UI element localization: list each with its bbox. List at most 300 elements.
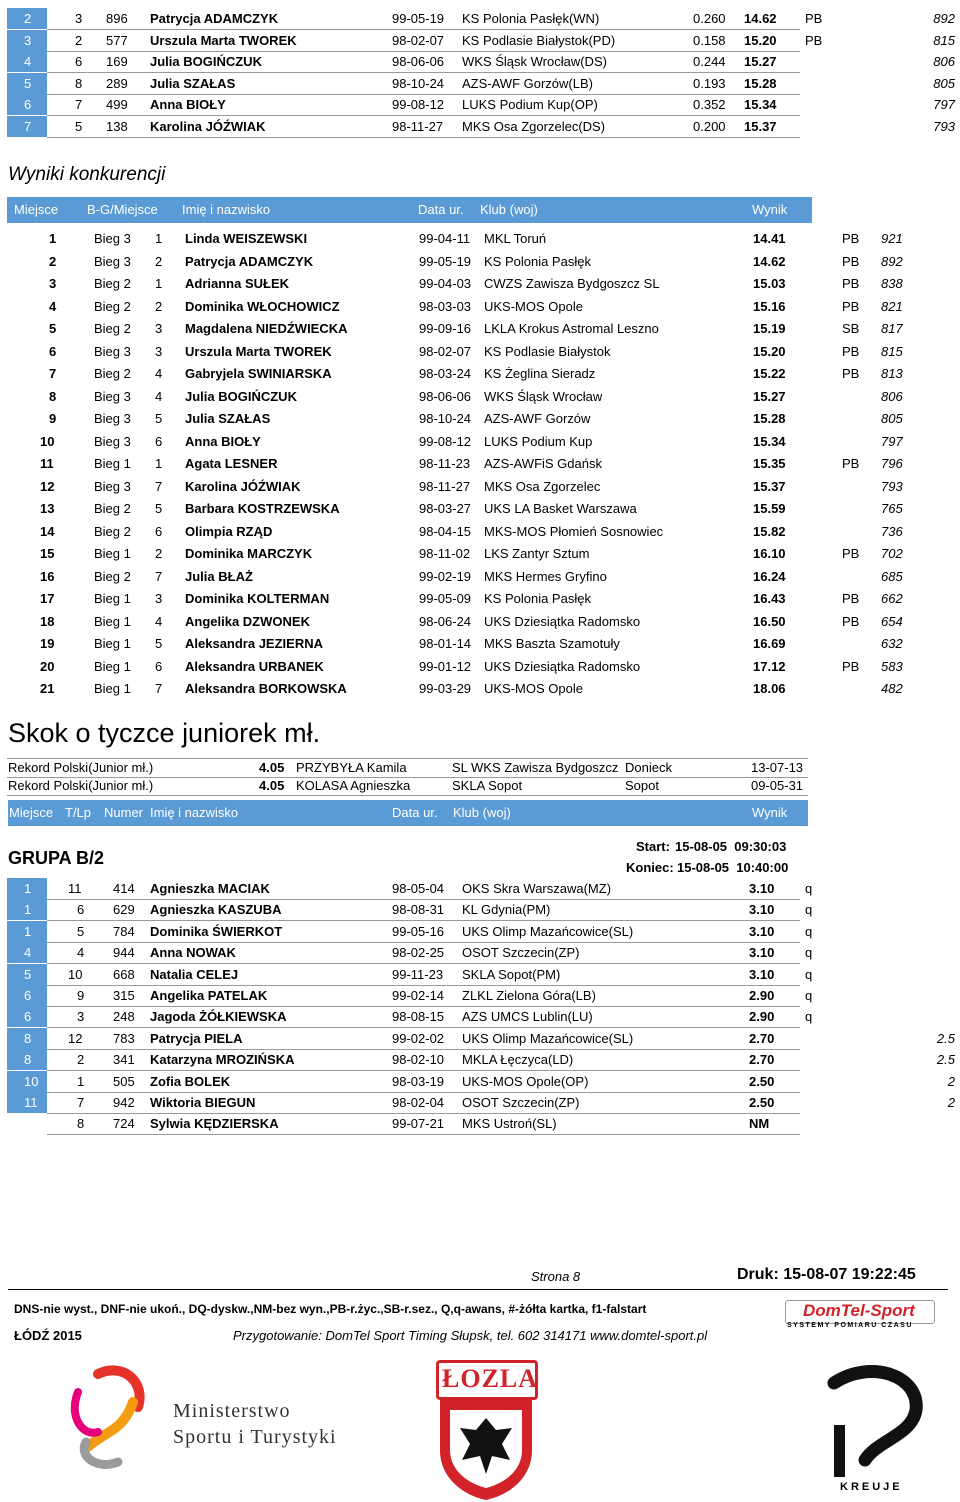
cell-dob: 98-02-07 [392,32,445,48]
cell-hp: 5 [155,501,163,516]
cell-hp: 5 [155,636,163,651]
cell-dob: 98-11-27 [419,478,471,494]
cell-result: 15.20 [744,32,777,48]
cell-club: LKS Zantyr Sztum [484,546,590,561]
cell-club: WKS Śląsk Wrocław [484,388,603,404]
cell-name: Magdalena NIEDŹWIECKA [185,321,348,336]
domtel-sub: SYSTEMY POMIARU CZASU [787,1322,913,1329]
table-row [0,1092,960,1113]
cell-result: 3.10 [749,966,775,982]
cell-points: 805 [881,411,903,426]
cell-club: KL Gdynia(PM) [462,902,551,918]
cell-bib: 414 [113,881,135,896]
cell-dob: 98-04-15 [419,523,472,539]
cell-react: 0.193 [693,75,726,91]
cell-dob: 99-09-16 [419,321,472,336]
table-row [0,30,960,51]
cell-result: 2.90 [749,988,775,1003]
cell-result: 3.10 [749,923,775,939]
legend-text: DNS-nie wyst., DNF-nie ukoń., DQ-dyskw.,NM-bez wyn.,PB-r.życ.,SB-r.sez., Q,q-awans, #-żółta kartka, f1-falstart [14,1302,647,1316]
cell-result: 15.28 [744,75,777,91]
cell-result: 15.27 [744,54,777,69]
cell-name: Patrycja ADAMCZYK [150,11,279,26]
cell-result: 2.50 [749,1073,775,1089]
cell-name: Aleksandra URBANEK [185,658,324,674]
start-label: Start: [636,839,670,854]
cell-points: 813 [881,366,903,381]
cell-points: 838 [881,276,903,291]
cell-dob: 98-11-02 [419,546,471,561]
cell-bib: 138 [106,118,128,134]
cell-club: KS Polonia Pasłęk(WN) [462,11,600,26]
cell-lp: 12 [68,1030,83,1046]
cell-club: LUKS Podium Kup [484,433,593,449]
cell-dob: 99-01-12 [419,658,472,674]
cell-place: 1 [49,231,57,246]
table-row [0,678,960,699]
header-name: Imię i nazwisko [182,202,271,217]
place-cell [7,116,47,137]
cell-club: ZLKL Zielona Góra(LB) [462,988,596,1003]
place-cell [7,942,47,963]
cell-result: NM [749,1116,770,1132]
cell-dob: 99-04-03 [419,276,472,291]
cell-points: 805 [933,75,955,91]
cell-name: Aleksandra BORKOWSKA [185,681,347,696]
cell-name: Patrycja PIELA [150,1030,243,1046]
cell-lane: 2 [75,32,83,48]
table-row [0,985,960,1006]
header-bib: Numer [104,805,144,820]
cell-react: 0.158 [693,32,726,48]
table-row [0,318,960,339]
cell-bib: 499 [106,97,128,112]
cell-name: Gabryjela SWINIARSKA [185,366,332,381]
cell-result: 17.12 [753,658,786,674]
place: 1 [24,923,32,939]
table-row [0,51,960,72]
place-cell [7,1028,47,1049]
cell-q: q [805,902,813,918]
cell-bib: 289 [106,75,128,91]
cell-name: Adrianna SUŁEK [185,276,290,291]
cell-hp: 3 [155,343,163,359]
cell-name: Katarzyna MROZIŃSKA [150,1052,295,1068]
cell-name: Karolina JÓŹWIAK [150,118,266,134]
cell-place: 14 [40,523,55,539]
table-row [0,273,960,294]
cell-hp: 7 [155,568,163,584]
cell-points: 793 [881,478,903,494]
cell-result: 15.16 [753,298,786,314]
cell-place: 16 [40,568,55,584]
record-row [0,777,960,795]
cell-dob: 99-07-21 [392,1116,445,1132]
cell-lane: 6 [75,54,83,69]
cell-react: 0.244 [693,54,726,69]
table-row [0,363,960,384]
cell-lp: 11 [68,881,82,896]
place: 1 [24,881,32,896]
cell-points: 702 [881,546,903,561]
cell-bib: 505 [113,1073,135,1089]
cell-q: q [805,945,813,961]
cell-result: 15.35 [753,456,786,471]
print-date: Druk: 15-08-07 19:22:45 [737,1266,916,1283]
place: 6 [24,988,32,1003]
cell-club: AZS-AWFiS Gdańsk [484,456,602,471]
cell-result: 14.62 [744,11,777,26]
cell-name: Linda WEISZEWSKI [185,231,308,246]
table-row [0,566,960,587]
place-cell [7,1092,47,1113]
record-value: 4.05 [259,778,285,793]
cell-club: AZS-AWF Gorzów [484,411,591,426]
cell-points: 654 [881,613,903,629]
cell-pts: 2.5 [936,1030,955,1046]
cell-bib: 783 [113,1030,135,1046]
cell-hp: 6 [155,433,163,449]
cell-dob: 99-08-12 [419,433,472,449]
cell-hp: 1 [155,276,163,291]
cell-bib: 169 [106,54,128,69]
place: 1 [24,902,32,918]
place-cell [7,30,47,51]
cell-hp: 4 [155,613,163,629]
cell-dob: 98-03-24 [419,366,472,381]
place-cell [7,1006,47,1027]
record-place: Sopot [625,778,659,793]
cell-react: 0.260 [693,11,726,26]
cell-place: 3 [49,276,57,291]
row-divider [47,1134,800,1135]
cell-club: CWZS Zawisza Bydgoszcz SL [484,276,660,291]
cell-rec: PB [842,366,860,381]
cell-hp: 1 [155,231,163,246]
cell-bib: 629 [113,902,135,918]
cell-result: 3.10 [749,945,775,961]
competition-header [7,197,812,223]
table-row [0,94,960,115]
cell-heat: Bieg 3 [94,343,131,359]
place: 8 [24,1052,32,1068]
cell-dob: 99-02-02 [392,1030,445,1046]
lozla-text: ŁOZLA [442,1364,539,1393]
cell-react: 0.200 [693,118,726,134]
cell-name: Urszula Marta TWOREK [185,343,332,359]
cell-points: 662 [881,591,903,606]
cell-rec: PB [805,32,823,48]
cell-dob: 98-11-23 [419,456,471,471]
cell-club: UKS Dziesiątka Radomsko [484,613,641,629]
record-value: 4.05 [259,760,285,775]
table-row [0,633,960,654]
table-row [0,1071,960,1092]
record-row [0,759,960,777]
table-row [0,296,960,317]
cell-points: 797 [881,433,903,449]
cell-result: 16.69 [753,636,786,651]
cell-lane: 3 [75,11,83,26]
cell-hp: 6 [155,658,163,674]
cell-bib: 577 [106,32,128,48]
place: 5 [24,75,32,91]
table-row [0,543,960,564]
cell-dob: 98-03-27 [419,501,472,516]
table-row [0,386,960,407]
cell-bib: 341 [113,1052,135,1068]
cell-points: 796 [881,456,903,471]
cell-q: q [805,988,813,1003]
cell-result: 15.37 [753,478,786,494]
header-place: Miejsce [9,805,54,820]
cell-dob: 98-10-24 [392,75,445,91]
cell-name: Julia SZAŁAS [150,75,236,91]
cell-points: 806 [881,388,903,404]
cell-result: 15.59 [753,501,786,516]
cell-hp: 5 [155,411,163,426]
cell-dob: 99-02-14 [392,988,445,1003]
cell-lp: 4 [77,945,85,961]
cell-heat: Bieg 1 [94,591,131,606]
cell-name: Anna NOWAK [150,945,236,961]
cell-heat: Bieg 2 [94,276,131,291]
ministry-emblem-icon [68,1362,148,1472]
cell-result: 18.06 [753,681,786,696]
cell-bib: 784 [113,923,135,939]
record-label: Rekord Polski(Junior mł.) [8,778,154,793]
table-row [0,476,960,497]
cell-name: Patrycja ADAMCZYK [185,253,314,269]
cell-dob: 98-10-24 [419,411,472,426]
cell-name: Anna BIOŁY [150,97,226,112]
cell-dob: 99-05-19 [419,253,472,269]
cell-lp: 5 [77,923,85,939]
end-label: Koniec: [626,860,674,875]
table-row [0,964,960,985]
cell-club: UKS-MOS Opole [484,681,583,696]
place-cell [7,985,47,1006]
event-title: Skok o tyczce juniorek mł. [8,718,321,748]
cell-club: MKS-MOS Płomień Sosnowiec [484,523,664,539]
cell-result: 15.37 [744,118,777,134]
cell-name: Agata LESNER [185,456,278,471]
cell-rec: PB [842,276,860,291]
cell-dob: 98-06-06 [419,388,472,404]
cell-points: 806 [933,54,955,69]
cell-rec: PB [842,546,860,561]
end-value: 15-08-05 10:40:00 [677,860,789,875]
cell-hp: 2 [155,253,163,269]
cell-result: 14.41 [753,231,786,246]
cell-bib: 942 [113,1095,135,1110]
record-club: SKLA Sopot [452,778,523,793]
header-dob: Data ur. [418,202,464,217]
cell-result: 16.10 [753,546,786,561]
cell-points: 583 [881,658,903,674]
cell-place: 17 [40,591,55,606]
cell-pts: 2 [947,1073,955,1089]
table-row [0,1049,960,1070]
cell-bib: 944 [113,945,135,961]
cell-result: 14.62 [753,253,786,269]
cell-lp: 10 [68,966,83,982]
header-result: Wynik [752,202,788,217]
place: 6 [24,1009,32,1025]
cell-result: 2.70 [749,1030,775,1046]
cell-dob: 98-02-25 [392,945,445,961]
cell-club: UKS LA Basket Warszawa [484,501,637,516]
cell-heat: Bieg 3 [94,388,131,404]
cell-club: MKLA Łęczyca(LD) [462,1052,574,1068]
cell-name: Angelika PATELAK [150,988,268,1003]
cell-points: 736 [881,523,903,539]
cell-points: 482 [881,681,903,696]
cell-club: AZS-AWF Gorzów(LB) [462,75,593,91]
cell-dob: 99-04-11 [419,231,471,246]
header-heat: B-G/Miejsce [87,202,158,217]
cell-bib: 668 [113,966,135,982]
cell-place: 4 [49,298,57,314]
cell-dob: 98-02-10 [392,1052,445,1068]
cell-rec: PB [842,613,860,629]
table-row [0,588,960,609]
cell-points: 815 [933,32,955,48]
cell-dob: 98-02-07 [419,343,472,359]
cell-hp: 4 [155,388,163,404]
cell-points: 892 [933,11,955,26]
table-row [0,942,960,963]
cell-points: 821 [881,298,903,314]
cell-dob: 99-02-19 [419,568,472,584]
cell-place: 9 [49,411,57,426]
cell-lp: 1 [77,1073,85,1089]
cell-name: Jagoda ŻÓŁKIEWSKA [150,1009,287,1025]
record-club: SL WKS Zawisza Bydgoszcz [452,760,619,775]
table-row [0,921,960,942]
cell-club: UKS-MOS Opole [484,298,583,314]
cell-club: WKS Śląsk Wrocław(DS) [462,54,607,69]
cell-result: 2.70 [749,1052,775,1068]
place: 8 [24,1030,32,1046]
cell-club: LKLA Krokus Astromal Leszno [484,321,659,336]
cell-result: 15.27 [753,388,786,404]
cell-hp: 3 [155,321,163,336]
cell-points: 632 [881,636,903,651]
cell-place: 21 [40,681,55,696]
cell-name: Olimpia RZĄD [185,523,273,539]
domtel-brand: DomTel-Sport [803,1301,915,1320]
cell-react: 0.352 [693,97,726,112]
cell-rec: PB [842,298,860,314]
place-cell [7,921,47,942]
cell-q: q [805,881,813,896]
cell-name: Dominika ŚWIERKOT [150,923,283,939]
row-divider [7,758,808,759]
cell-name: Julia BOGIŃCZUK [185,388,297,404]
cell-result: 15.34 [744,97,777,112]
cell-lp: 3 [77,1009,85,1025]
cell-place: 18 [40,613,55,629]
cell-place: 11 [40,456,54,471]
cell-heat: Bieg 3 [94,411,131,426]
lozla-logo [430,1352,540,1502]
table-row [0,8,960,29]
place-cell [7,1071,47,1092]
city-year: ŁÓDŹ 2015 [14,1328,82,1343]
cell-heat: Bieg 3 [94,253,131,269]
record-athlete: PRZYBYŁA Kamila [296,760,407,775]
cell-club: KS Podlasie Białystok(PD) [462,32,616,48]
place: 5 [24,966,32,982]
header-name: Imię i nazwisko [150,805,239,820]
cell-q: q [805,966,813,982]
cell-pts: 2 [947,1095,955,1110]
cell-name: Julia BOGIŃCZUK [150,54,262,69]
cell-hp: 3 [155,591,163,606]
table-row [0,521,960,542]
header-result: Wynik [752,805,788,820]
place-cell [7,73,47,94]
cell-place: 7 [49,366,57,381]
row-divider [47,137,800,138]
ministry-line1: Ministerstwo [173,1400,291,1422]
page-number: Strona 8 [531,1269,581,1284]
cell-club: MKS Hermes Gryfino [484,568,607,584]
cell-name: Angelika DZWONEK [185,613,310,629]
place: 7 [24,118,32,134]
cell-place: 19 [40,636,55,651]
cell-name: Karolina JÓŹWIAK [185,478,301,494]
cell-lp: 2 [77,1052,85,1068]
cell-name: Urszula Marta TWOREK [150,32,297,48]
cell-club: KS Polonia Pasłęk [484,253,591,269]
cell-dob: 98-06-06 [392,54,445,69]
cell-dob: 98-03-03 [419,298,472,314]
record-label: Rekord Polski(Junior mł.) [8,760,154,775]
cell-heat: Bieg 3 [94,433,131,449]
cell-heat: Bieg 2 [94,366,131,381]
cell-name: Wiktoria BIEGUN [150,1095,256,1110]
cell-club: LUKS Podium Kup(OP) [462,97,598,112]
cell-dob: 98-01-14 [419,636,472,651]
place-cell [7,51,47,72]
cell-rec: PB [842,343,860,359]
cell-place: 6 [49,343,57,359]
cell-points: 765 [881,501,903,516]
cell-lane: 7 [75,97,83,112]
start-value: 15-08-05 09:30:03 [675,839,787,854]
cell-name: Aleksandra JEZIERNA [185,636,323,651]
cell-place: 10 [40,433,55,449]
cell-name: Zofia BOLEK [150,1073,231,1089]
cell-club: UKS Dziesiątka Radomsko [484,658,641,674]
cell-rec: PB [842,231,860,246]
table-row [0,656,960,677]
cell-dob: 98-02-04 [392,1095,445,1110]
cell-result: 15.82 [753,523,786,539]
table-row [0,116,960,137]
place: 3 [24,32,32,48]
cell-dob: 98-05-04 [392,881,445,896]
place: 6 [24,97,32,112]
table-row [0,498,960,519]
record-place: Donieck [625,760,672,775]
cell-rec: PB [842,591,860,606]
cell-hp: 6 [155,523,163,539]
place: 2 [24,11,32,26]
cell-hp: 2 [155,546,163,561]
